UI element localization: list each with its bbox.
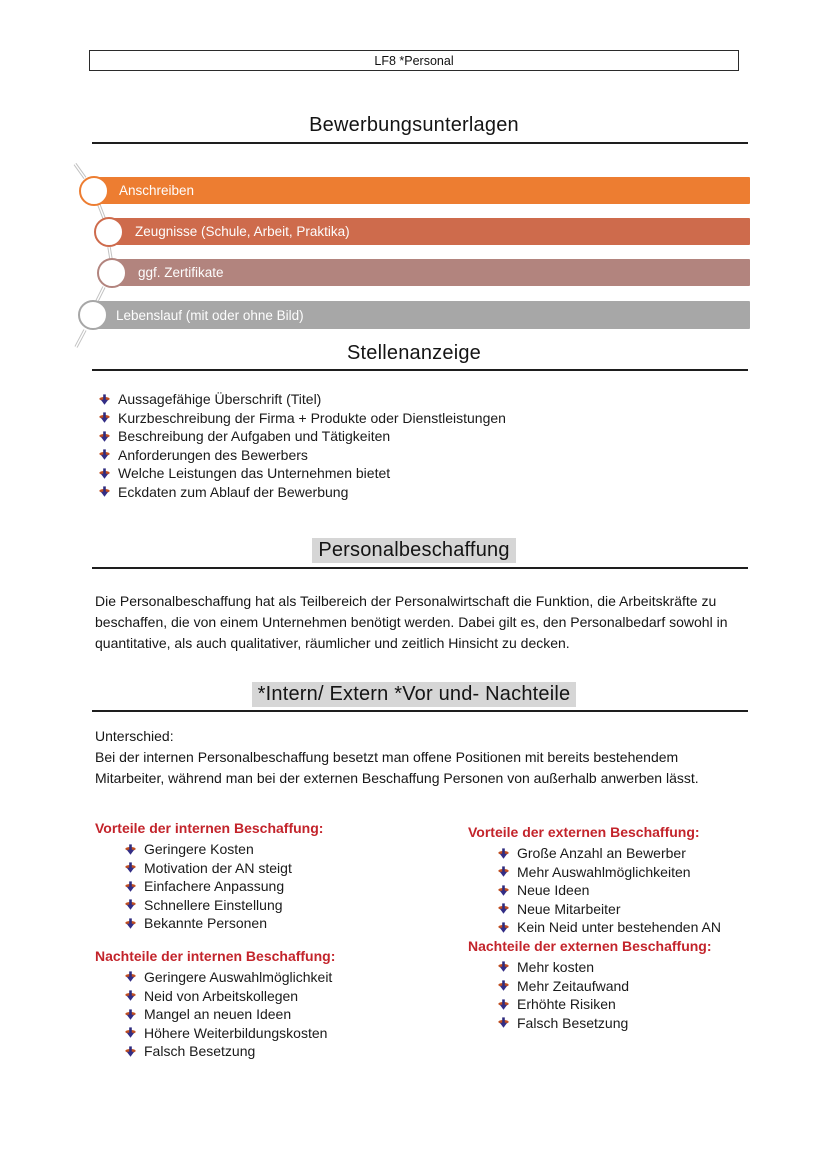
list-item: Mangel an neuen Ideen: [125, 1005, 445, 1024]
section-title-bewerbungsunterlagen: [0, 114, 828, 137]
arrow-bullet-icon: [498, 866, 509, 877]
bar-label: Zeugnisse (Schule, Arbeit, Praktika): [135, 224, 350, 239]
title-underline: [92, 369, 748, 371]
list-item: Neid von Arbeitskollegen: [125, 987, 445, 1006]
arrow-bullet-icon: [125, 990, 136, 1001]
arrow-bullet-icon: [125, 1046, 136, 1057]
arrow-bullet-icon: [498, 980, 509, 991]
unterschied-block: [95, 726, 740, 789]
section-title-text-highlighted: *Intern/ Extern *Vor und- Nachteile: [252, 682, 577, 707]
title-underline: [92, 710, 748, 712]
node-circle-icon: [97, 258, 127, 288]
node-circle-icon: [78, 300, 108, 330]
section-title-personalbeschaffung: [0, 539, 828, 562]
disadvantages-external-list: [498, 958, 768, 1032]
list-item: Geringere Auswahlmöglichkeit: [125, 968, 445, 987]
section-title-text: Bewerbungsunterlagen: [309, 114, 519, 136]
list-item: Falsch Besetzung: [125, 1042, 445, 1061]
bar-label: Anschreiben: [119, 183, 195, 198]
list-item: Schnellere Einstellung: [125, 896, 445, 915]
list-item: Beschreibung der Aufgaben und Tätigkeiten: [99, 427, 506, 446]
arrow-bullet-icon: [125, 844, 136, 855]
list-item: Große Anzahl an Bewerber: [498, 844, 768, 863]
title-underline: [92, 567, 748, 569]
arrow-bullet-icon: [498, 999, 509, 1010]
smartart-bar-lebenslauf: [90, 301, 750, 329]
header-title: LF8 *Personal: [374, 53, 454, 68]
advantages-external-list: [498, 844, 768, 937]
list-item: Mehr Zeitaufwand: [498, 977, 768, 996]
arrow-bullet-icon: [125, 862, 136, 873]
list-item: Kein Neid unter bestehenden AN: [498, 918, 768, 937]
smartart-bar-zeugnisse: [109, 218, 750, 245]
paragraph-unterschied: Bei der internen Personalbeschaffung besetzt man offene Positionen mit bereits bestehendem Mitarbeiter, während man bei der externen Beschaffung Personen von außerhalb anwerben lässt.: [95, 749, 699, 786]
list-item: Einfachere Anpassung: [125, 877, 445, 896]
bar-label: Lebenslauf (mit oder ohne Bild): [116, 307, 304, 323]
column-internal: [95, 819, 445, 1061]
arrow-bullet-icon: [125, 918, 136, 929]
arrow-bullet-icon: [498, 848, 509, 859]
bar-label: ggf. Zertifikate: [138, 265, 224, 280]
list-item: Anforderungen des Bewerbers: [99, 446, 506, 465]
arrow-bullet-icon: [125, 1027, 136, 1038]
section-title-intern-extern: [0, 683, 828, 706]
arrow-bullet-icon: [125, 971, 136, 982]
arrow-bullet-icon: [125, 881, 136, 892]
section-title-text: Stellenanzeige: [346, 342, 481, 364]
section-title-text-highlighted: Personalbeschaffung: [312, 538, 515, 563]
list-item: Kurzbeschreibung der Firma + Produkte oder Dienstleistungen: [99, 409, 506, 428]
list-item: Mehr Auswahlmöglichkeiten: [498, 863, 768, 882]
list-item: Welche Leistungen das Unternehmen bietet: [99, 464, 506, 483]
list-item: Falsch Besetzung: [498, 1014, 768, 1033]
title-underline: [92, 142, 748, 144]
arrow-bullet-icon: [498, 903, 509, 914]
arrow-bullet-icon: [99, 431, 110, 442]
arrow-bullet-icon: [99, 449, 110, 460]
unterschied-label: Unterschied:: [95, 728, 174, 744]
advantages-internal-heading: Vorteile der internen Beschaffung:: [95, 820, 324, 836]
smartart-bar-anschreiben: [93, 177, 750, 204]
arrow-bullet-icon: [99, 486, 110, 497]
arrow-bullet-icon: [498, 885, 509, 896]
arrow-bullet-icon: [99, 468, 110, 479]
stellenanzeige-list: [99, 390, 506, 502]
arrow-bullet-icon: [99, 394, 110, 405]
list-item: Eckdaten zum Ablauf der Bewerbung: [99, 483, 506, 502]
list-item: Höhere Weiterbildungskosten: [125, 1024, 445, 1043]
disadvantages-internal-list: [125, 968, 445, 1061]
advantages-external-heading: Vorteile der externen Beschaffung:: [468, 824, 700, 840]
list-item: Motivation der AN steigt: [125, 859, 445, 878]
node-circle-icon: [94, 217, 124, 247]
arrow-bullet-icon: [125, 1009, 136, 1020]
arrow-bullet-icon: [498, 1017, 509, 1028]
disadvantages-external-heading: Nachteile der externen Beschaffung:: [468, 937, 712, 954]
list-item: Neue Mitarbeiter: [498, 900, 768, 919]
arrow-bullet-icon: [498, 961, 509, 972]
list-item: Bekannte Personen: [125, 914, 445, 933]
arrow-bullet-icon: [498, 922, 509, 933]
list-item: Neue Ideen: [498, 881, 768, 900]
header-box: [89, 50, 739, 71]
paragraph-personalbeschaffung: Die Personalbeschaffung hat als Teilbereich der Personalwirtschaft die Funktion, die Arbeitskräfte zu beschaffen, die von einem Unternehmen benötigt werden. Dabei gilt es, den Personalbedarf sowohl in quantitative, als auch qualitativer, räumlicher und zeitlich Hinsicht zu decken.: [95, 593, 728, 651]
advantages-internal-list: [125, 840, 445, 933]
column-external: [468, 823, 768, 1032]
list-item: Erhöhte Risiken: [498, 995, 768, 1014]
list-item: Aussagefähige Überschrift (Titel): [99, 390, 506, 409]
node-circle-icon: [79, 176, 109, 206]
arrow-bullet-icon: [99, 412, 110, 423]
list-item: Geringere Kosten: [125, 840, 445, 859]
arrow-bullet-icon: [125, 899, 136, 910]
smartart-bar-zertifikate: [112, 259, 750, 286]
list-item: Mehr kosten: [498, 958, 768, 977]
disadvantages-internal-heading: Nachteile der internen Beschaffung:: [95, 947, 336, 964]
